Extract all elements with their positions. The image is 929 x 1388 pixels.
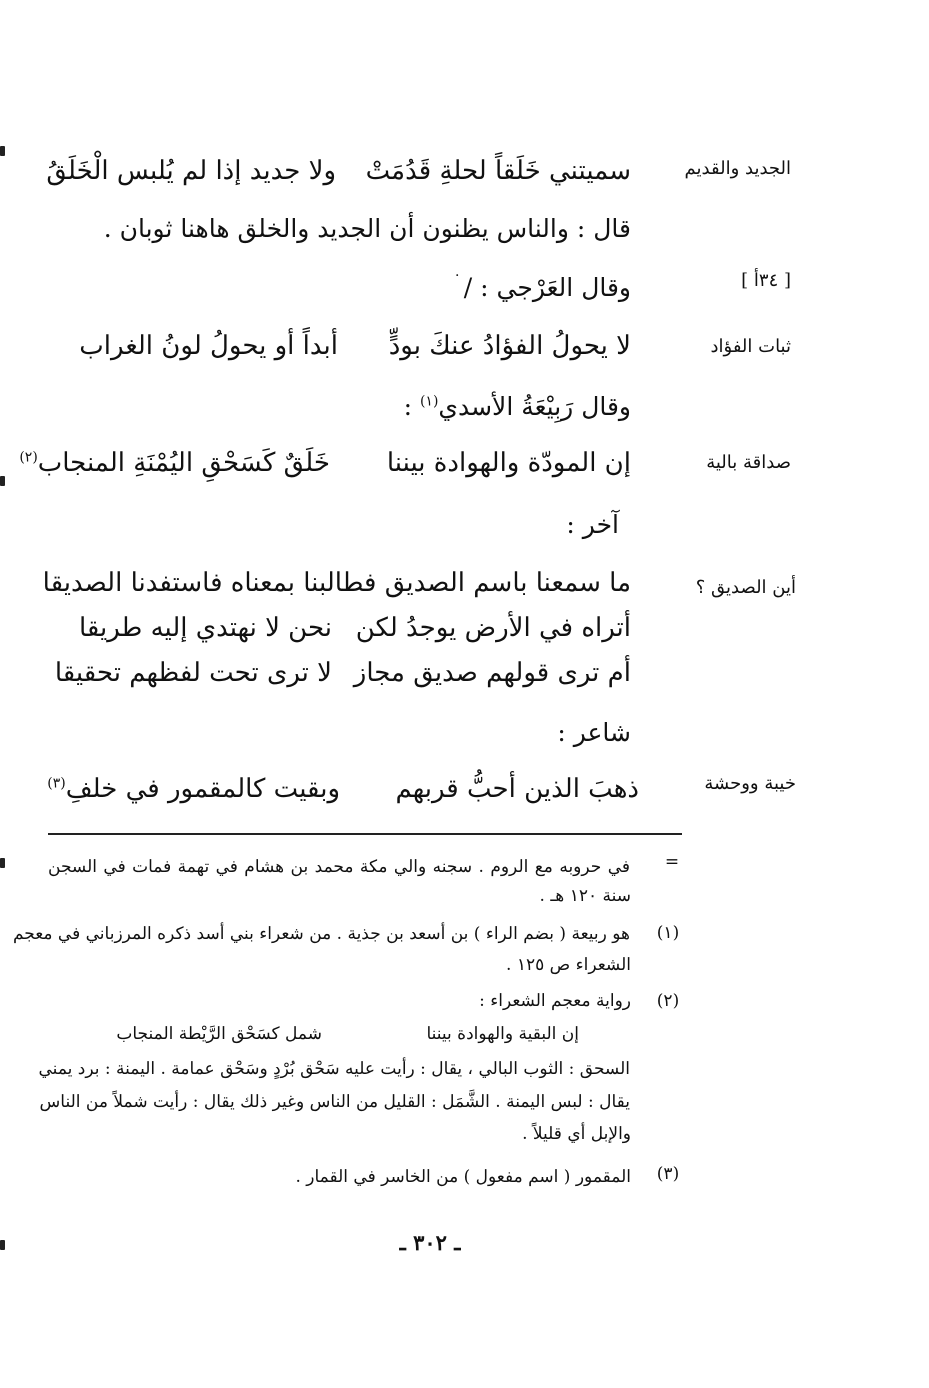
footnote-2-line-3: السحق : الثوب البالي ، يقال : رأيت عليه سَحْق بُرْدٍ وسَحْق عمامة . اليمنة : برد يمني (38, 1059, 630, 1079)
verse-5-hemistich-2: نحن لا نهتدي إليه طريقا (78, 613, 332, 643)
verse-1-hemistich-2: ولا جديد إذا لم يُلبس الْخَلَقُ (46, 156, 336, 186)
verse-3-hemistich-1: إن المودّة والهوادة بيننا (386, 448, 631, 478)
verse-7-hemistich-2-text: وبقيت كالمقمور في خلفِ (65, 774, 340, 804)
verse-7-hemistich-2 (47, 774, 340, 804)
margin-note-old-new: الجديد والقديم (684, 158, 791, 179)
verse-7-hemistich-1: ذهبَ الذين أحبُّ قربهم (395, 774, 639, 804)
footnote-1-mark: (١) (656, 923, 680, 943)
verse-5-hemistich-1: أتراه في الأرض يوجدُ لكن (355, 613, 631, 643)
intro-rabia (404, 392, 631, 421)
footnote-ref-2[interactable]: (٢) (19, 449, 38, 466)
scan-mark (0, 476, 5, 486)
margin-note-despair: خيبة ووحشة (704, 773, 796, 794)
verse-4: ما سمعنا باسم الصديق فطالبنا بمعناه فاستفدنا الصديقا (42, 568, 631, 598)
footnote-2-line-4: يقال : لبس اليمنة . الشَّمَل : القليل من الناس وغير ذلك يقال : رأيت شملاً من الناس (39, 1092, 630, 1112)
footnote-ref-3[interactable]: (٣) (47, 775, 66, 792)
scan-mark (0, 1240, 5, 1250)
intro-rabia-colon: : (403, 392, 420, 421)
footnote-continuation-mark: = (664, 852, 680, 872)
footnote-3-mark: (٣) (656, 1164, 680, 1184)
label-other: آخر : (566, 510, 619, 539)
scan-mark (0, 858, 5, 868)
prose-line-1: قال : والناس يظنون أن الجديد والخلق هاهنا ثوبان . (103, 214, 631, 243)
verse-6-hemistich-2: لا ترى تحت لفظهم تحقيقا (54, 658, 332, 688)
footnote-2-line-5: والإبل أي قليلاً . (522, 1124, 631, 1144)
footnote-2-verse-hemistich-1: إن البقية والهوادة بيننا (426, 1024, 579, 1044)
margin-note-heart: ثبات الفؤاد (710, 336, 791, 357)
verse-1-hemistich-1: سميتني خَلَقاً لحلةِ قَدُمَتْ (365, 156, 631, 186)
label-poet: شاعر : (557, 718, 631, 747)
verse-2-hemistich-2: أبداً أو يحولُ لونُ الغراب (79, 331, 338, 361)
footnote-1-line-1: هو ربيعة ( بضم الراء ) بن أسعد بن جذية . من شعراء بني أسد ذكره المرزباني في معجم (12, 924, 630, 944)
verse-3-hemistich-2-text: خَلَقٌ كَسَحْقِ اليُمْنَةِ المنجاب (37, 448, 330, 478)
folio-marker: [ ٣٤أ ] (741, 270, 791, 291)
margin-note-friendship: صداقة بالية (706, 452, 791, 473)
margin-note-where-friend: أين الصديق ؟ (695, 577, 796, 598)
intro-arji: وقال العَرْجي : / (463, 273, 631, 302)
footnote-2-verse-hemistich-2: شمل كسَحْق الرَّيْطة المنجاب (116, 1024, 322, 1044)
intro-rabia-text: وقال رَبِيْعَةُ الأسدي (438, 392, 631, 421)
page-number: ـ ٣٠٢ ـ (399, 1230, 461, 1255)
verse-2-hemistich-1: لا يحولُ الفؤادُ عنكَ بودٍّ (388, 331, 631, 361)
footnote-continuation-line-1: في حروبه مع الروم . سجنه والي مكة محمد بن هشام في تهمة فمات في السجن (48, 857, 630, 877)
footnote-2-mark: (٢) (656, 991, 680, 1011)
footnote-2-line-1: رواية معجم الشعراء : (479, 991, 631, 1011)
footnote-ref-1[interactable]: (١) (419, 393, 439, 410)
footnote-3-line-1: المقمور ( اسم مفعول ) من الخاسر في القمار . (295, 1167, 631, 1187)
footnote-separator (48, 833, 682, 835)
mark-dot: · (455, 268, 460, 284)
scan-mark (0, 146, 5, 156)
footnote-continuation-line-2: سنة ١٢٠ هـ . (539, 886, 631, 906)
verse-6-hemistich-1: أم ترى قولهم صديق مجاز (353, 658, 631, 688)
verse-3-hemistich-2 (19, 448, 330, 478)
footnote-1-line-2: الشعراء ص ١٢٥ . (506, 955, 631, 975)
